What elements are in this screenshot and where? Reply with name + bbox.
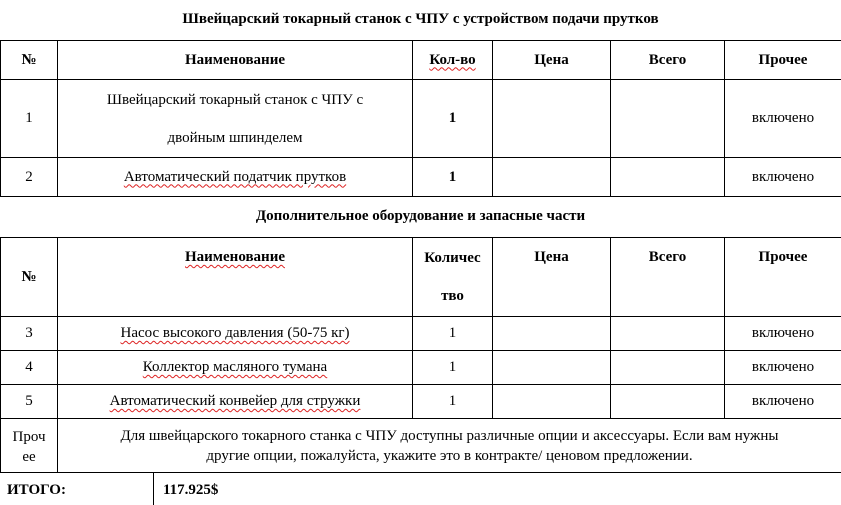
total-divider <box>153 472 154 505</box>
row-other: включено <box>725 317 841 351</box>
header-number: № <box>1 238 58 317</box>
row-other: включено <box>725 80 841 158</box>
header-price: Цена <box>493 238 611 317</box>
row-total <box>611 80 725 158</box>
note-label: Проч ее <box>1 419 58 473</box>
header-price: Цена <box>493 41 611 80</box>
table-row <box>1 385 841 419</box>
row-total <box>611 158 725 197</box>
extra-table-header-row <box>1 238 841 317</box>
header-qty: Кол-во <box>413 41 493 80</box>
row-number: 4 <box>1 351 58 385</box>
row-qty: 1 <box>413 385 493 419</box>
header-name: Наименование <box>58 41 413 80</box>
header-other: Прочее <box>725 41 841 80</box>
row-other: включено <box>725 385 841 419</box>
table-row <box>1 80 841 158</box>
row-price <box>493 158 611 197</box>
row-name: Коллектор масляного тумана <box>58 351 413 385</box>
row-qty: 1 <box>413 351 493 385</box>
header-name: Наименование <box>58 238 413 317</box>
row-qty: 1 <box>413 317 493 351</box>
row-number: 5 <box>1 385 58 419</box>
row-number: 1 <box>1 80 58 158</box>
header-number: № <box>1 41 58 80</box>
table-row <box>1 158 841 197</box>
row-name: Автоматический конвейер для стружки <box>58 385 413 419</box>
total-value: 117.925$ <box>163 482 219 498</box>
row-number: 2 <box>1 158 58 197</box>
row-name: Насос высокого давления (50-75 кг) <box>58 317 413 351</box>
total-row <box>0 472 841 505</box>
row-price <box>493 351 611 385</box>
row-price <box>493 80 611 158</box>
table-row <box>1 317 841 351</box>
main-table-header-row <box>1 41 841 80</box>
row-price <box>493 385 611 419</box>
row-qty: 1 <box>413 80 493 158</box>
row-number: 3 <box>1 317 58 351</box>
row-total <box>611 317 725 351</box>
total-label: ИТОГО: <box>7 482 66 498</box>
row-name: Автоматический податчик прутков <box>58 158 413 197</box>
header-total: Всего <box>611 238 725 317</box>
header-total: Всего <box>611 41 725 80</box>
row-total <box>611 385 725 419</box>
main-equipment-table <box>0 40 841 197</box>
row-other: включено <box>725 158 841 197</box>
row-price <box>493 317 611 351</box>
note-row <box>1 419 841 473</box>
document-title: Швейцарский токарный станок с ЧПУ с устройством подачи прутков <box>182 11 659 27</box>
note-text: Для швейцарского токарного станка с ЧПУ доступны различные опции и аксессуары. Если вам нужны другие опции, пожалуйста, укажите это в контракте/ ценовом предложении. <box>58 419 841 473</box>
extra-equipment-table <box>0 237 841 473</box>
header-other: Прочее <box>725 238 841 317</box>
row-name: Швейцарский токарный станок с ЧПУ с двойным шпинделем <box>58 80 413 158</box>
section-subtitle: Дополнительное оборудование и запасные части <box>255 208 586 224</box>
row-other: включено <box>725 351 841 385</box>
row-qty: 1 <box>413 158 493 197</box>
header-qty: Количес тво <box>413 238 493 317</box>
row-total <box>611 351 725 385</box>
table-row <box>1 351 841 385</box>
